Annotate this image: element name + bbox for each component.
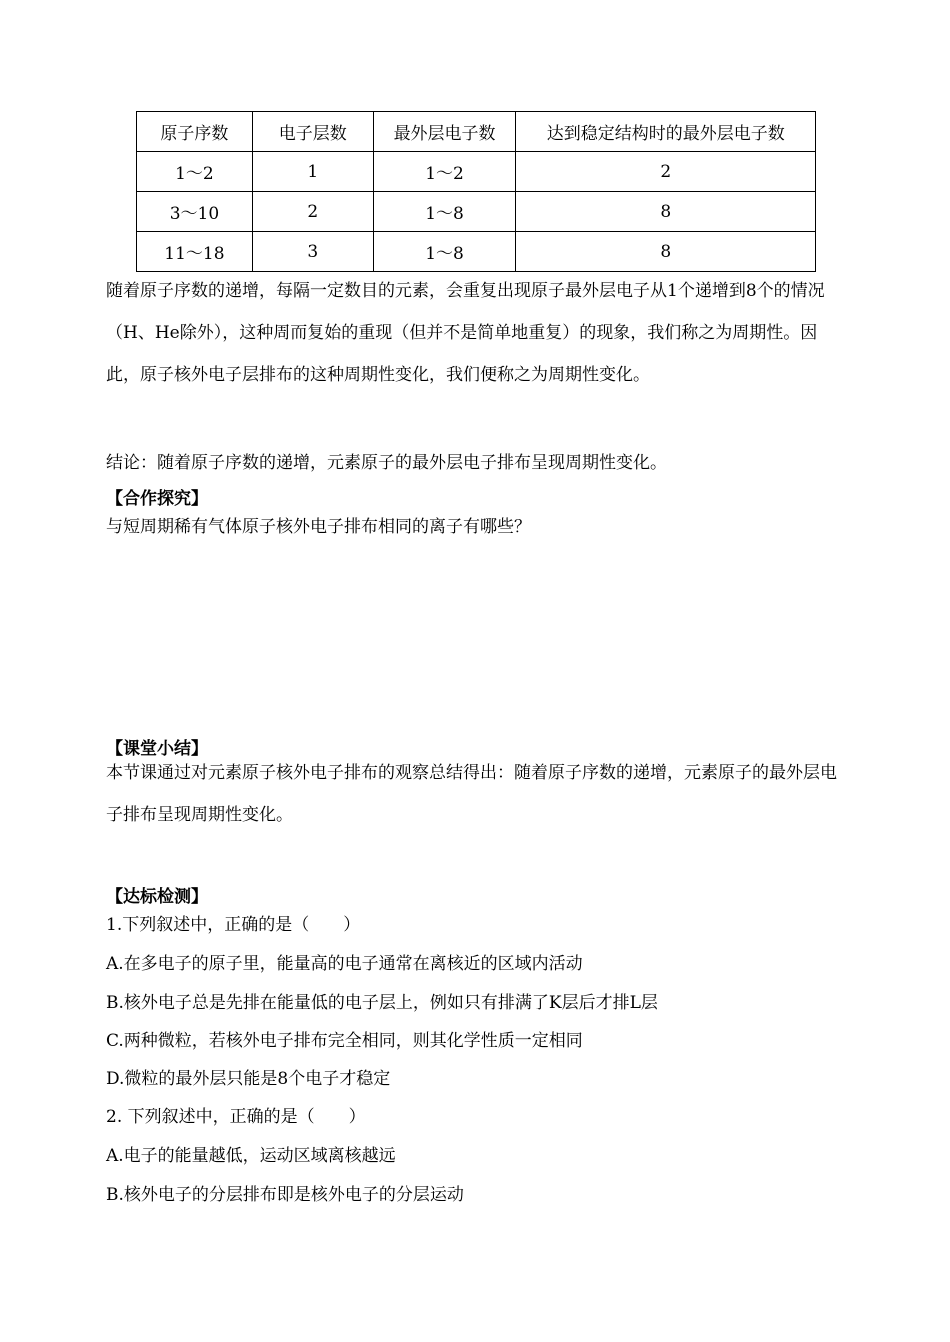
test-heading: 【达标检测】 [106, 887, 208, 907]
question-1-stem: 1.下列叙述中，正确的是（ ） [106, 915, 361, 935]
cooperation-heading: 【合作探究】 [106, 489, 208, 509]
table-cell: 1～8 [373, 232, 516, 272]
question-2-stem: 2. 下列叙述中，正确的是（ ） [106, 1107, 366, 1127]
summary-text: 本节课通过对元素原子核外电子排布的观察总结得出：随着原子序数的递增，元素原子的最外层电子排布呈现周期性变化。 [106, 763, 837, 825]
table-cell: 3～10 [137, 192, 253, 232]
header-atomic-number: 原子序数 [137, 112, 253, 152]
table-cell: 11～18 [137, 232, 253, 272]
question-1-option-b: B.核外电子总是先排在能量低的电子层上，例如只有排满了K层后才排L层 [106, 993, 658, 1013]
table-cell: 1 [252, 152, 373, 192]
header-stable-outer-electrons: 达到稳定结构时的最外层电子数 [516, 112, 816, 152]
question-2-option-b: B.核外电子的分层排布即是核外电子的分层运动 [106, 1185, 464, 1205]
table-cell: 8 [516, 232, 816, 272]
table-cell: 3 [252, 232, 373, 272]
header-outer-electrons: 最外层电子数 [373, 112, 516, 152]
table-header-row [137, 112, 816, 152]
electron-layer-table [136, 111, 816, 272]
question-1-option-c: C.两种微粒，若核外电子排布完全相同，则其化学性质一定相同 [106, 1031, 583, 1051]
table-cell: 1～2 [137, 152, 253, 192]
summary-heading: 【课堂小结】 [106, 739, 208, 759]
table-cell: 2 [252, 192, 373, 232]
question-2-option-a: A.电子的能量越低，运动区域离核越远 [106, 1146, 396, 1166]
question-1-option-d: D.微粒的最外层只能是8个电子才稳定 [106, 1069, 391, 1089]
question-1-option-a: A.在多电子的原子里，能量高的电子通常在离核近的区域内活动 [106, 954, 583, 974]
conclusion-text: 结论：随着原子序数的递增，元素原子的最外层电子排布呈现周期性变化。 [106, 453, 667, 473]
table-row [137, 192, 816, 232]
table-cell: 1～8 [373, 192, 516, 232]
table-cell: 2 [516, 152, 816, 192]
periodicity-paragraph: 随着原子序数的递增，每隔一定数目的元素，会重复出现原子最外层电子从1个递增到8个的情况（H、He除外），这种周而复始的重现（但并不是简单地重复）的现象，我们称之为周期性。因此，原子核外电子层排布的这种周期性变化，我们便称之为周期性变化。 [106, 281, 825, 385]
table-row [137, 152, 816, 192]
cooperation-question: 与短周期稀有气体原子核外电子排布相同的离子有哪些？ [106, 517, 531, 537]
table-cell: 8 [516, 192, 816, 232]
header-layer-count: 电子层数 [252, 112, 373, 152]
table-row [137, 232, 816, 272]
table-cell: 1～2 [373, 152, 516, 192]
